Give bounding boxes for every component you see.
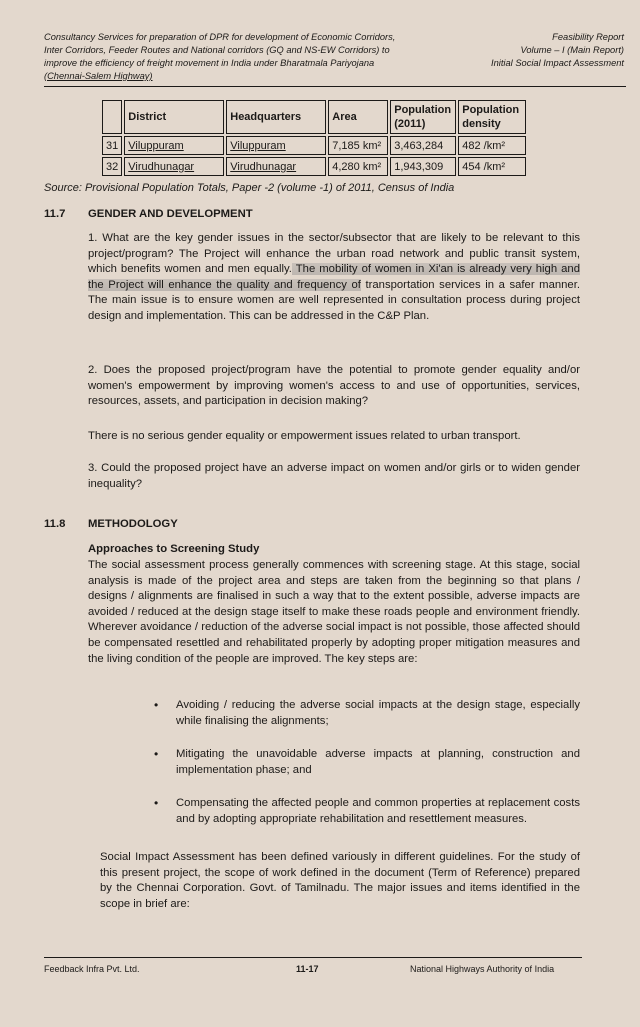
key-steps-list bbox=[148, 698, 580, 828]
gender-answer-2: There is no serious gender equality or empowerment issues related to urban transport. bbox=[88, 430, 521, 442]
list-item-text: Compensating the affected people and common properties at replacement costs and by adopting appropriate rehabilitation and resettlement measures. bbox=[176, 797, 580, 825]
table-cell-index: 32 bbox=[102, 157, 122, 176]
list-item-text: Mitigating the unavoidable adverse impacts at planning, construction and implementation phase; and bbox=[176, 748, 580, 776]
table-cell-district: Virudhunagar bbox=[124, 157, 224, 176]
header-right-line-3: Initial Social Impact Assessment bbox=[491, 58, 624, 68]
footer-page-number: 11-17 bbox=[296, 964, 319, 974]
table-cell-index: 31 bbox=[102, 136, 122, 155]
section-number: 11.7 bbox=[44, 208, 66, 220]
header-left-line-2: Inter Corridors, Feeder Routes and National corridors (GQ and NS-EW Corridors) to bbox=[44, 45, 390, 55]
gender-question-3: 3. Could the proposed project have an adverse impact on women and/or girls or to widen gender inequality? bbox=[88, 462, 580, 490]
header-left-line-4: (Chennai-Salem Highway) bbox=[44, 71, 153, 81]
table-cell-headquarters: Virudhunagar bbox=[226, 157, 326, 176]
table-header-density: Population density bbox=[458, 100, 526, 134]
section-number: 11.8 bbox=[44, 518, 66, 530]
table-row bbox=[102, 136, 526, 155]
screening-subheading: Approaches to Screening Study bbox=[88, 543, 260, 555]
table-header-area: Area bbox=[328, 100, 388, 134]
gender-question-2: 2. Does the proposed project/program have the potential to promote gender equality and/or women's empowerment by improving women's access to and use of opportunities, services, resources, assets, and participation in decision making? bbox=[88, 364, 580, 408]
list-item-text: Avoiding / reducing the adverse social impacts at the design stage, especially while finalising the alignments; bbox=[176, 699, 580, 727]
table-header-population: Population (2011) bbox=[390, 100, 456, 134]
table-header-index bbox=[102, 100, 122, 134]
section-11-8-heading bbox=[44, 518, 178, 530]
gender-q1-text-cont: transportation services in a safer manner. The main issue is to ensure women are well represented in consultation process during project design and implementation. This can be addressed in the C&P Plan. bbox=[88, 278, 580, 322]
list-item bbox=[148, 698, 580, 729]
table-cell-population: 3,463,284 bbox=[390, 136, 456, 155]
bullet-icon: • bbox=[154, 698, 159, 712]
section-11-7-heading bbox=[44, 208, 253, 220]
list-item bbox=[148, 796, 580, 827]
table-cell-density: 454 /km² bbox=[458, 157, 526, 176]
header-right-line-1: Feasibility Report bbox=[552, 32, 624, 42]
gender-q1-text: 1. What are the key gender issues in the sector/subsector that are likely to be relevant to this project/program? The Project will enhance the urban road network and public transit system, which benefits women and men equally. bbox=[88, 232, 580, 276]
district-table bbox=[100, 98, 528, 178]
footer-company: Feedback Infra Pvt. Ltd. bbox=[44, 964, 140, 974]
header-report-info bbox=[491, 31, 624, 70]
header-divider bbox=[44, 86, 626, 87]
bullet-icon: • bbox=[154, 747, 159, 762]
table-source-note: Source: Provisional Population Totals, Paper -2 (volume -1) of 2011, Census of India bbox=[44, 182, 455, 194]
table-cell-headquarters: Viluppuram bbox=[226, 136, 326, 155]
list-item bbox=[148, 747, 580, 778]
header-project-title bbox=[44, 31, 464, 83]
gender-q1-highlighted-text: The mobility of women in Xi'an is already very high and the Project will enhance the quality and frequency of bbox=[88, 263, 580, 291]
header-left-line-3: improve the efficiency of freight movement in India under Bharatmala Pariyojana bbox=[44, 58, 375, 68]
table-header-row bbox=[102, 100, 526, 134]
header-right-line-2: Volume – I (Main Report) bbox=[520, 45, 624, 55]
footer-divider bbox=[44, 957, 582, 958]
table-row bbox=[102, 157, 526, 176]
table-cell-population: 1,943,309 bbox=[390, 157, 456, 176]
header-left-line-1: Consultancy Services for preparation of DPR for development of Economic Corridors, bbox=[44, 32, 396, 42]
gender-question-1 bbox=[88, 231, 580, 325]
table-cell-density: 482 /km² bbox=[458, 136, 526, 155]
section-title: GENDER AND DEVELOPMENT bbox=[88, 208, 253, 220]
table-cell-district: Viluppuram bbox=[124, 136, 224, 155]
table-cell-area: 7,185 km² bbox=[328, 136, 388, 155]
table-header-district: District bbox=[124, 100, 224, 134]
methodology-paragraph: The social assessment process generally commences with screening stage. At this stage, social analysis is made of the project area and steps are taken from the beginning so that plans / designs / alignments are finalised in such a way that to the extent possible, adverse impacts are avoided / reduced at the design stage itself to make these roads people and environment friendly. Wherever avoidance / reduction of the adverse social impact is not possible, those affected should be compensated resettled and rehabilitated properly by adopting proper mitigation measures and the living condition of the people are improved. The key steps are: bbox=[88, 559, 580, 665]
sia-definition-paragraph: Social Impact Assessment has been defined variously in different guidelines. For the study of this present project, the scope of work defined in the document (Term of Reference) prepared by the Chennai Corporation. Govt. of Tamilnadu. The major issues and items identified in the scope in brief are: bbox=[100, 851, 580, 910]
table-cell-area: 4,280 km² bbox=[328, 157, 388, 176]
bullet-icon: • bbox=[154, 796, 159, 811]
footer-authority: National Highways Authority of India bbox=[410, 964, 555, 974]
section-title: METHODOLOGY bbox=[88, 518, 178, 530]
table-header-headquarters: Headquarters bbox=[226, 100, 326, 134]
